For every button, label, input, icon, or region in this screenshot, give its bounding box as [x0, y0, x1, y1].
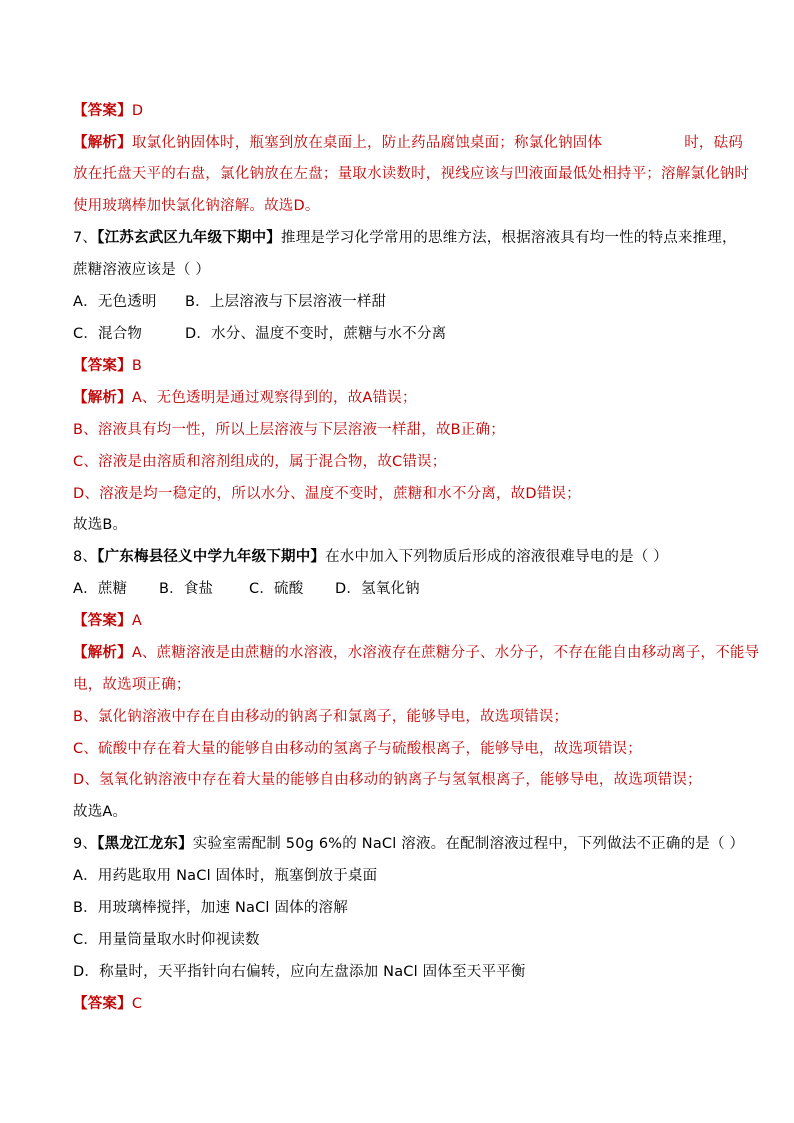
answer-value: A [131, 613, 142, 629]
option-d: D．称量时，天平指针向右偏转，应向左盘添加 NaCl 固体至天平平衡 [73, 964, 526, 980]
explanation-line: B、溶液具有均一性，所以上层溶液与下层溶液一样甜，故B正确； [73, 422, 505, 438]
explanation-text: A、蔗糖溶液是由蔗糖的水溶液，水溶液存在蔗糖分子、水分子，不存在能自由移动离子，不能导 [131, 645, 760, 661]
explanation-line: D、氢氧化钠溶液中存在着大量的能够自由移动的钠离子与氢氧根离子，能够导电，故选项错误； [73, 772, 702, 788]
explanation-line: 放在托盘天平的右盘，氯化钠放在左盘；量取水读数时，视线应该与凹液面最低处相持平；溶解氯化钠时 [73, 166, 750, 182]
explanation-line: 电，故选项正确； [73, 677, 191, 693]
option-a: A．用药匙取用 NaCl 固体时，瓶塞倒放于桌面 [73, 868, 378, 884]
question-text: 推理是学习化学常用的思维方法，根据溶液具有均一性的特点来推理， [281, 230, 737, 246]
explanation-label: 【解析】 [73, 645, 132, 661]
question-source: 【黑龙江龙东】 [97, 836, 193, 852]
option-d: D．氢氧化钠 [335, 581, 420, 597]
explanation-text: 取氯化钠固体时，瓶塞到放在桌面上，防止药品腐蚀桌面；称氯化钠固体 [131, 135, 603, 151]
answer-label: 【答案】 [73, 613, 132, 629]
answer-line-6 [73, 101, 733, 121]
option-b: B．上层溶液与下层溶液一样甜 [185, 294, 387, 310]
options-row [73, 292, 733, 312]
option-c: C．硫酸 [249, 581, 304, 597]
explanation-text: 时，砝码 [684, 135, 744, 151]
options-row [73, 324, 733, 344]
question-number: 9、 [73, 836, 98, 852]
explanation-line: 使用玻璃棒加快氯化钠溶解。故选D。 [73, 198, 320, 214]
option-b: B．用玻璃棒搅拌，加速 NaCl 固体的溶解 [73, 900, 348, 916]
answer-line-7 [73, 356, 733, 376]
question-source: 【江苏玄武区九年级下期中】 [97, 230, 281, 246]
option-b: B．食盐 [159, 581, 214, 597]
explanation-text: A、无色透明是通过观察得到的，故A错误； [131, 390, 417, 406]
answer-value: B [131, 358, 142, 374]
explanation-line [73, 388, 733, 408]
explanation-label: 【解析】 [73, 135, 132, 151]
option-a: A．无色透明 [73, 294, 157, 310]
question-7 [73, 228, 737, 248]
question-9 [73, 834, 745, 854]
question-number: 8、 [73, 549, 98, 565]
answer-line-9 [73, 994, 733, 1014]
option-a: A．蔗糖 [73, 581, 128, 597]
explanation-line: D、溶液是均一稳定的，所以水分、温度不变时，蔗糖和水不分离，故D错误； [73, 486, 581, 502]
explanation-line: B、氯化钠溶液中存在自由移动的钠离子和氯离子，能够导电，故选项错误； [73, 709, 569, 725]
option-d: D．水分、温度不变时，蔗糖与水不分离 [185, 326, 447, 342]
question-text-line: 蔗糖溶液应该是（ ） [73, 262, 211, 278]
explanation-line: 故选A。 [73, 804, 128, 820]
question-number: 7、 [73, 230, 98, 246]
options-row [73, 579, 733, 599]
explanation-line: C、溶液是由溶质和溶剂组成的，属于混合物，故C错误； [73, 454, 447, 470]
explanation-line [73, 133, 744, 153]
question-text: 实验室需配制 50g 6%的 NaCl 溶液。在配制溶液过程中，下列做法不正确的是（ ） [192, 836, 745, 852]
explanation-label: 【解析】 [73, 390, 132, 406]
question-source: 【广东梅县径义中学九年级下期中】 [97, 549, 326, 565]
answer-value: C [131, 996, 143, 1012]
explanation-line: 故选B。 [73, 517, 128, 533]
answer-label: 【答案】 [73, 103, 132, 119]
option-c: C．用量筒量取水时仰视读数 [73, 932, 260, 948]
answer-value: D [131, 103, 144, 119]
explanation-line [73, 643, 760, 663]
answer-label: 【答案】 [73, 358, 132, 374]
question-8 [73, 547, 733, 567]
question-text: 在水中加入下列物质后形成的溶液很难导电的是（ ） [325, 549, 669, 565]
option-c: C．混合物 [73, 326, 143, 342]
answer-label: 【答案】 [73, 996, 132, 1012]
explanation-line: C、硫酸中存在着大量的能够自由移动的氢离子与硫酸根离子，能够导电，故选项错误； [73, 741, 642, 757]
answer-line-8 [73, 611, 733, 631]
